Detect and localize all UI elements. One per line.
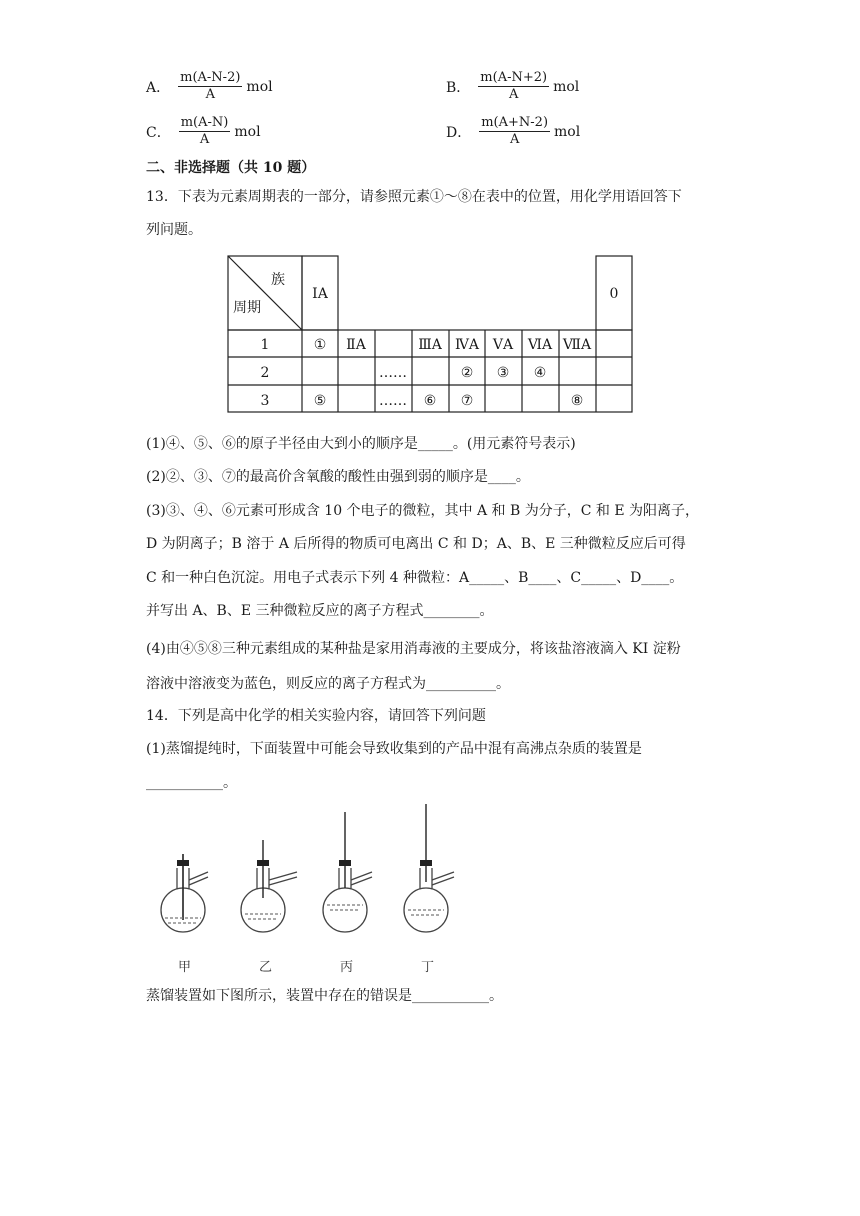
flask-jia (161, 854, 208, 932)
table-cell: ⑧ (570, 393, 584, 409)
table-cell: …… (379, 365, 407, 381)
q13-intro-line1: 13．下表为元素周期表的一部分，请参照元素①～⑧在表中的位置，用化学用语回答下 (146, 189, 682, 205)
q13-part4-line2: 溶液中溶液变为蓝色，则反应的离子方程式为__________。 (146, 676, 510, 692)
table-cell: ⅡA (346, 337, 366, 353)
q14-part1-line1: (1)蒸馏提纯时，下面装置中可能会导致收集到的产品中混有高沸点杂质的装置是 (146, 741, 642, 757)
table-cell: ④ (533, 365, 547, 381)
table-cell: ⅤA (492, 337, 514, 353)
q14-part1-line2: ___________。 (146, 775, 237, 791)
corner-label-group: 族 (271, 272, 285, 288)
q13-part4-line1: (4)由④⑤⑧三种元素组成的某种盐是家用消毒液的主要成分，将该盐溶液滴入 KI 淀粉 (146, 641, 681, 657)
flask-yi (241, 840, 297, 932)
table-cell: ② (460, 365, 474, 381)
q13-part3-line2: D 为阴离子；B 溶于 A 后所得的物质可电离出 C 和 D；A、B、E 三种微粒反应后可得 (146, 536, 686, 552)
fraction: $\frac{m(A-N+2)}{A}$ (480, 70, 548, 102)
apparatus-label-ding: 丁 (421, 960, 435, 975)
corner-label-period: 周期 (233, 300, 261, 316)
group-label-IA: ⅠA (312, 286, 328, 302)
option-d: D． $\frac{m(A+N-2)}{A}$ mol (446, 115, 581, 147)
table-cell: ① (313, 337, 327, 353)
period-label-1: 1 (260, 337, 270, 353)
flask-ding (404, 804, 454, 932)
periodic-table (227, 255, 635, 415)
table-cell: ③ (496, 365, 510, 381)
apparatus-label-bing: 丙 (340, 960, 354, 975)
option-b: B． $\frac{m(A-N+2)}{A}$ mol (446, 70, 580, 102)
distillation-apparatus-figure (150, 800, 470, 950)
period-label-2: 2 (260, 365, 270, 381)
q13-part1: (1)④、⑤、⑥的原子半径由大到小的顺序是_____。(用元素符号表示) (146, 436, 576, 452)
q13-intro-line2: 列问题。 (146, 222, 202, 238)
group-label-0: 0 (609, 286, 619, 302)
fraction: $\frac{m(A+N-2)}{A}$ (481, 115, 549, 147)
option-a: A． $\frac{m(A-N-2)}{A}$ mol (146, 70, 273, 102)
table-cell: ⅣA (454, 337, 480, 353)
q13-part3-line3: C 和一种白色沉淀。用电子式表示下列 4 种微粒：A_____、B____、C_____、D____。 (146, 570, 684, 586)
table-cell: ⑥ (423, 393, 437, 409)
q14-part2: 蒸馏装置如下图所示，装置中存在的错误是___________。 (146, 988, 503, 1004)
option-letter: A． (146, 79, 171, 96)
q13-part3-line4: 并写出 A、B、E 三种微粒反应的离子方程式________。 (146, 603, 494, 619)
fraction: $\frac{m(A-N)}{A}$ (180, 115, 229, 147)
option-letter: D． (446, 124, 472, 141)
table-cell: ⅥA (527, 337, 553, 353)
q13-part3-line1: (3)③、④、⑥元素可形成含 10 个电子的微粒，其中 A 和 B 为分子，C 和 E 为阳离子， (146, 503, 700, 519)
section-title: 二、非选择题（共 10 题） (146, 160, 316, 176)
table-cell: ⅦA (562, 337, 592, 353)
table-cell: ⑦ (460, 393, 474, 409)
flask-bing (323, 812, 372, 932)
period-label-3: 3 (260, 393, 270, 409)
apparatus-label-jia: 甲 (178, 960, 192, 975)
table-cell: …… (379, 393, 407, 409)
option-c: C． $\frac{m(A-N)}{A}$ mol (146, 115, 261, 147)
apparatus-label-yi: 乙 (259, 960, 273, 975)
q14-intro: 14．下列是高中化学的相关实验内容，请回答下列问题 (146, 708, 486, 724)
option-letter: B． (446, 79, 471, 96)
option-letter: C． (146, 124, 171, 141)
fraction: $\frac{m(A-N-2)}{A}$ (180, 70, 241, 102)
q13-part2: (2)②、③、⑦的最高价含氧酸的酸性由强到弱的顺序是____。 (146, 469, 530, 485)
table-cell: ⑤ (313, 393, 327, 409)
corner-diagonal (228, 256, 302, 330)
table-cell: ⅢA (418, 337, 442, 353)
